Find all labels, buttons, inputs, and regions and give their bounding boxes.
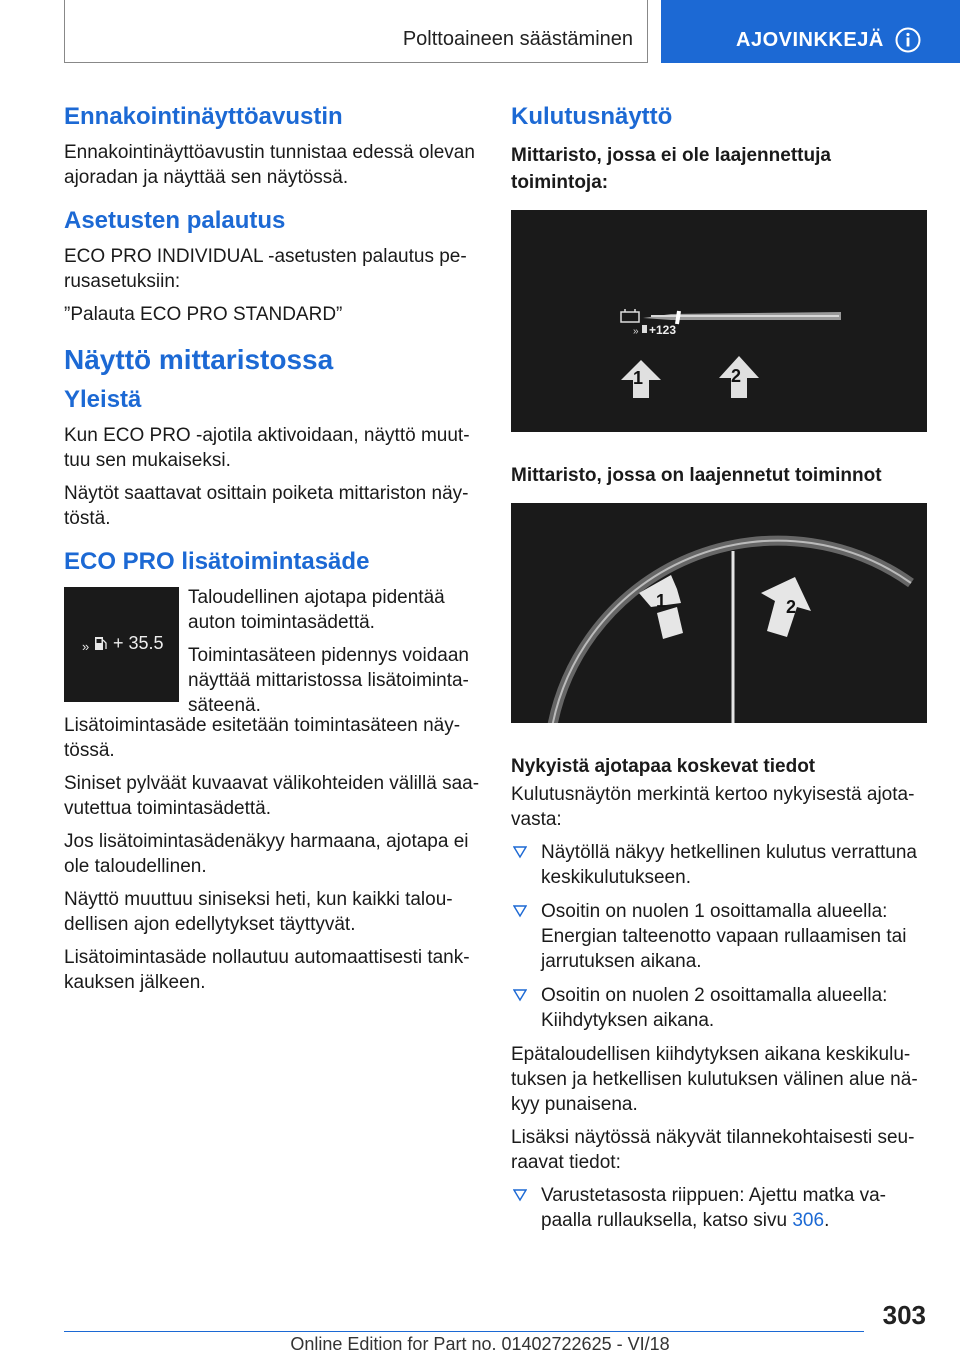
- bullet-text: Osoitin on nuolen 1 osoittamalla alueella: Energian talteenotto vapaan rullaamisen tai jarrutuksen aikana.: [541, 901, 907, 972]
- paragraph-eco-6: Näyttö muuttuu siniseksi heti, kun kaikki talou-dellisen ajon edellytykset täyttyvät.: [64, 889, 453, 935]
- paragraph-eco-2: Toimintasäteen pidennys voidaan näyttää mittaristossa lisätoiminta-säteenä.: [188, 645, 469, 716]
- extended-cluster-graphic: [511, 503, 927, 723]
- header-section-box: [64, 0, 648, 63]
- paragraph-eco-4: Siniset pylväät kuvaavat välikohteiden välillä saa-vutettua toimintasädettä.: [64, 773, 480, 819]
- bullet-triangle-icon: [513, 904, 527, 918]
- fig2-arrow-2-label: 2: [786, 597, 797, 617]
- bullet-triangle-icon: [513, 1188, 527, 1202]
- eco-side-text: [188, 585, 480, 726]
- header-chapter-title: AJOVINKKEJÄ: [736, 29, 884, 51]
- eco-range-image: [64, 587, 179, 702]
- heading-nykyista: Nykyistä ajotapaa koskevat tiedot: [511, 756, 816, 777]
- heading-ennakointinayttoavustin: Ennakointinäyttöavustin: [64, 103, 343, 130]
- bullet-triangle-icon: [513, 845, 527, 859]
- header-chapter-box: [661, 0, 960, 63]
- left-column: [64, 100, 480, 1003]
- online-edition-text: Online Edition for Part no. 01402722625 - VI/18: [290, 1334, 670, 1354]
- bullet-text: Osoitin on nuolen 2 osoittamalla alueella: Kiihdytyksen aikana.: [541, 985, 888, 1031]
- page-number: 303: [882, 1300, 926, 1330]
- heading-extended-cluster: Mittaristo, jossa on laajennetut toiminnot: [511, 465, 882, 486]
- heading-asetusten-palautus: Asetusten palautus: [64, 207, 286, 234]
- paragraph-asetusten-2: ”Palauta ECO PRO STANDARD”: [64, 304, 343, 325]
- eco-range-value: + 35.5: [113, 633, 164, 653]
- paragraph-asetusten-1: ECO PRO INDIVIDUAL -asetusten palautus pe-rusasetuksiin:: [64, 246, 467, 292]
- paragraph-yleista-1: Kun ECO PRO -ajotila aktivoidaan, näyttö muut-tuu sen mukaiseksi.: [64, 425, 470, 471]
- paragraph-ennakointi: Ennakointinäyttöavustin tunnistaa edessä olevan ajoradan ja näyttää sen näytössä.: [64, 142, 475, 188]
- page-link-306[interactable]: 306: [792, 1210, 825, 1231]
- heading-yleista: Yleistä: [64, 386, 142, 413]
- info-icon[interactable]: [895, 27, 921, 53]
- paragraph-lisaksi: Lisäksi näytössä näkyvät tilannekohtaisesti seu-raavat tiedot:: [511, 1127, 915, 1173]
- paragraph-eco-7: Lisätoimintasäde nollautuu automaattisesti tank-kauksen jälkeen.: [64, 947, 470, 993]
- fig2-arrow-1-label: 1: [656, 591, 667, 611]
- heading-eco-pro-lisatoimintasade: ECO PRO lisätoimintasäde: [64, 548, 370, 575]
- bullet-text-end: .: [824, 1210, 830, 1231]
- bullet-text: Varustetasosta riippuen: Ajettu matka va-paalla rullauksella, katso sivu: [541, 1185, 886, 1231]
- basic-cluster-image: [511, 210, 927, 432]
- fig1-arrow-1-label: 1: [633, 368, 644, 388]
- heading-kulutusnaytto: Kulutusnäyttö: [511, 103, 673, 130]
- paragraph-yleista-2: Näytöt saattavat osittain poiketa mittariston näy-töstä.: [64, 483, 469, 529]
- paragraph-nykyista: Kulutusnäytön merkintä kertoo nykyisestä ajota-vasta:: [511, 784, 915, 830]
- list-item: [511, 899, 931, 974]
- footer-divider: [64, 1331, 864, 1332]
- eco-block: [64, 585, 480, 716]
- list-item: [511, 1183, 931, 1233]
- heading-basic-cluster: Mittaristo, jossa ei ole laajennettuja toimintoja:: [511, 145, 831, 193]
- paragraph-eco-1: Taloudellinen ajotapa pidentää auton toimintasädettä.: [188, 587, 445, 633]
- list-item: [511, 983, 931, 1033]
- basic-cluster-graphic: [511, 210, 927, 432]
- fig1-arrow-2-label: 2: [731, 366, 742, 386]
- svg-text:»: »: [633, 326, 639, 337]
- heading-naytto-mittaristossa: Näyttö mittaristossa: [64, 344, 334, 375]
- svg-text:»: »: [82, 639, 90, 654]
- header-section-title: Polttoaineen säästäminen: [402, 28, 633, 50]
- fig1-value: +123: [649, 323, 677, 337]
- right-column: [511, 100, 931, 1242]
- paragraph-eco-5: Jos lisätoimintasädenäkyy harmaana, ajotapa ei ole taloudellinen.: [64, 831, 469, 877]
- bullet-text: Näytöllä näkyy hetkellinen kulutus verrattuna keskikulutukseen.: [541, 842, 917, 888]
- paragraph-epataloudellisen: Epätaloudellisen kiihdytyksen aikana keskikulu-tuksen ja hetkellisen kulutuksen välinen alue nä-kyy punaisena.: [511, 1044, 918, 1115]
- extended-cluster-image: [511, 503, 927, 723]
- bullet-triangle-icon: [513, 988, 527, 1002]
- list-item: [511, 840, 931, 890]
- paragraph-eco-3: Lisätoimintasäde esitetään toimintasäteen näy-tössä.: [64, 715, 461, 761]
